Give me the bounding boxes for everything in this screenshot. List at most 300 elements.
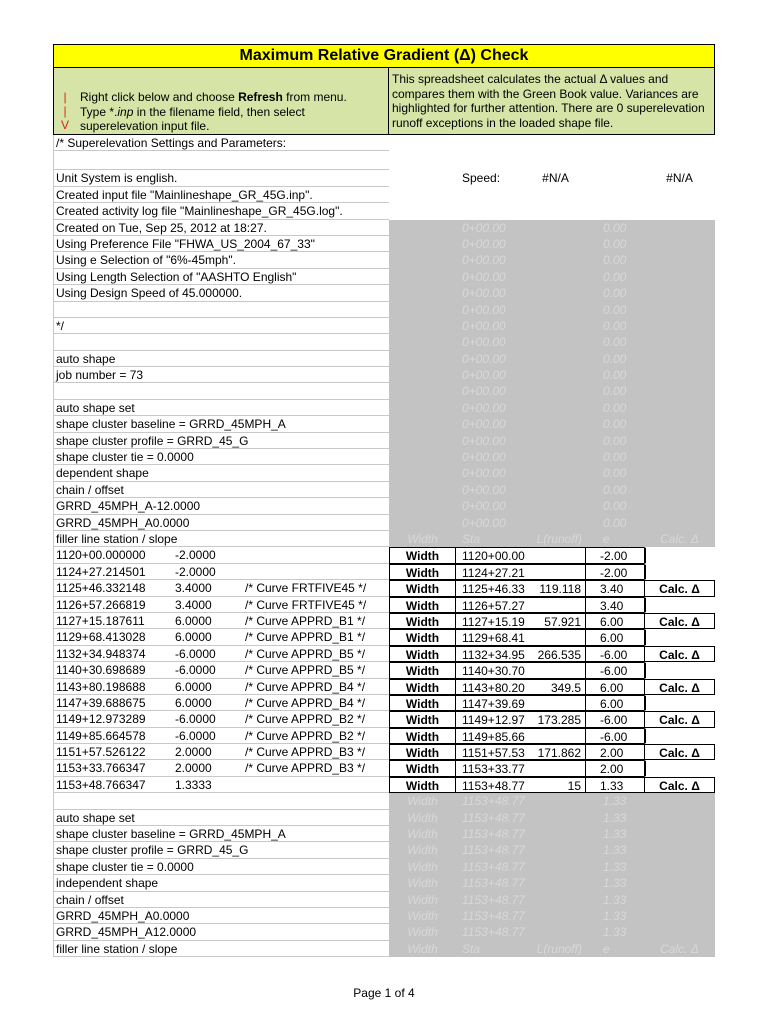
ghost-e: 0.00 <box>586 449 644 465</box>
width-label: Width <box>389 679 456 695</box>
page-footer: Page 1 of 4 <box>353 986 415 1000</box>
sheet-row <box>53 383 715 399</box>
ghost-e: 0.00 <box>586 334 644 350</box>
width-label: Width <box>389 547 456 563</box>
ghost-header: Calc. Δ <box>644 941 715 957</box>
superelevation-cell: -6.00 <box>586 711 644 727</box>
intro-section <box>53 68 715 135</box>
sheet-row <box>53 597 715 613</box>
sheet-row <box>53 547 715 563</box>
empty-cell <box>456 203 529 219</box>
empty-cell <box>529 269 586 285</box>
ghost-width: Width <box>389 924 456 940</box>
down-arrow-icon <box>60 90 70 132</box>
empty-cell <box>389 269 456 285</box>
empty-cell <box>529 302 586 318</box>
info-line: job number = 73 <box>53 367 389 383</box>
empty-cell <box>389 252 456 268</box>
sheet-row <box>53 613 715 629</box>
info-line: */ <box>53 318 389 334</box>
sheet-row <box>53 135 715 151</box>
ghost-station: 0+00.00 <box>456 400 529 416</box>
empty-cell <box>586 187 644 203</box>
empty-cell <box>644 269 715 285</box>
superelevation-cell: 1.33 <box>586 777 644 793</box>
empty-cell <box>529 383 586 399</box>
empty-cell <box>529 826 586 842</box>
station-value: 1153+48.766347 <box>56 777 146 792</box>
sheet-row <box>53 236 715 252</box>
empty-cell <box>529 367 586 383</box>
sheet-row <box>53 777 715 793</box>
ghost-e: 0.00 <box>586 465 644 481</box>
info-line: dependent shape <box>53 465 389 481</box>
superelevation-cell: 6.00 <box>586 695 644 711</box>
ghost-station: 0+00.00 <box>456 383 529 399</box>
ghost-width: Width <box>389 941 456 957</box>
runoff-length-cell <box>529 547 586 563</box>
info-line: filler line station / slope <box>53 531 389 547</box>
sheet-row <box>53 531 715 547</box>
ghost-e: 0.00 <box>586 318 644 334</box>
empty-cell <box>644 842 715 858</box>
info-line: filler line station / slope <box>53 941 389 957</box>
ghost-header: Width <box>389 531 456 547</box>
calc-delta-cell <box>644 547 715 563</box>
station-slope-cell <box>53 728 389 744</box>
empty-cell <box>389 400 456 416</box>
ghost-e: 1.33 <box>586 810 644 826</box>
empty-cell <box>389 187 456 203</box>
info-line: shape cluster tie = 0.0000 <box>53 449 389 465</box>
instruction-text: from menu. <box>282 90 347 104</box>
width-label: Width <box>389 760 456 776</box>
calc-delta-cell <box>644 728 715 744</box>
empty-cell <box>644 826 715 842</box>
station-cell: 1153+33.77 <box>456 760 529 776</box>
empty-cell <box>644 449 715 465</box>
info-line: Unit System is english. <box>53 170 389 186</box>
ghost-station: 0+00.00 <box>456 433 529 449</box>
instruction-line <box>80 90 347 105</box>
station-slope-cell <box>53 547 389 563</box>
empty-cell <box>644 515 715 531</box>
empty-cell <box>389 220 456 236</box>
runoff-length-cell <box>529 760 586 776</box>
ghost-station: 1153+48.77 <box>456 924 529 940</box>
sheet-row <box>53 400 715 416</box>
empty-cell <box>529 924 586 940</box>
sheet-row <box>53 334 715 350</box>
empty-cell <box>644 908 715 924</box>
empty-cell <box>644 383 715 399</box>
sheet-row <box>53 170 715 186</box>
ghost-e: 0.00 <box>586 515 644 531</box>
empty-cell <box>586 135 644 151</box>
ghost-e: 1.33 <box>586 826 644 842</box>
empty-cell <box>456 135 529 151</box>
runoff-length-cell: 57.921 <box>529 613 586 629</box>
ghost-e: 1.33 <box>586 842 644 858</box>
empty-cell <box>389 433 456 449</box>
ghost-e: 0.00 <box>586 383 644 399</box>
instructions-panel <box>53 68 389 135</box>
slope-value: -2.0000 <box>175 548 216 563</box>
ghost-e: 0.00 <box>586 351 644 367</box>
sheet-row <box>53 515 715 531</box>
ghost-station: 0+00.00 <box>456 449 529 465</box>
empty-cell <box>586 170 644 186</box>
sheet-row <box>53 564 715 580</box>
ghost-width: Width <box>389 793 456 809</box>
empty-cell <box>389 465 456 481</box>
station-value: 1129+68.413028 <box>56 630 146 645</box>
sheet-row <box>53 416 715 432</box>
station-cell: 1140+30.70 <box>456 662 529 678</box>
empty-cell <box>529 465 586 481</box>
empty-cell <box>529 416 586 432</box>
ghost-width: Width <box>389 810 456 826</box>
calc-delta-cell <box>644 629 715 645</box>
sheet-row <box>53 629 715 645</box>
instruction-line <box>80 105 347 120</box>
runoff-length-cell: 173.285 <box>529 711 586 727</box>
station-value: 1149+85.664578 <box>56 728 146 743</box>
empty-cell <box>389 498 456 514</box>
empty-cell <box>644 810 715 826</box>
info-line: GRRD_45MPH_A-12.0000 <box>53 498 389 514</box>
sheet-row <box>53 220 715 236</box>
empty-cell <box>644 351 715 367</box>
empty-cell <box>644 465 715 481</box>
empty-cell <box>644 236 715 252</box>
info-line: shape cluster baseline = GRRD_45MPH_A <box>53 416 389 432</box>
sheet-title: Maximum Relative Gradient (Δ) Check <box>53 44 715 68</box>
ghost-e: 0.00 <box>586 302 644 318</box>
sheet-row <box>53 711 715 727</box>
settings-header: /* Superelevation Settings and Parameters: <box>53 135 389 151</box>
station-slope-cell <box>53 777 389 793</box>
info-line: Created activity log file "Mainlineshape_GR_45G.log". <box>53 203 389 219</box>
ghost-e: 1.33 <box>586 875 644 891</box>
empty-cell <box>644 875 715 891</box>
spreadsheet-page <box>53 44 715 957</box>
sheet-row <box>53 367 715 383</box>
sheet-row <box>53 842 715 858</box>
ghost-station: 0+00.00 <box>456 367 529 383</box>
ghost-e: 1.33 <box>586 859 644 875</box>
ghost-header: Sta <box>456 531 529 547</box>
superelevation-cell: 3.40 <box>586 597 644 613</box>
width-label: Width <box>389 777 456 793</box>
curve-comment: /* Curve APPRD_B2 */ <box>245 712 366 727</box>
ghost-station: 0+00.00 <box>456 220 529 236</box>
width-label: Width <box>389 597 456 613</box>
ghost-e: 0.00 <box>586 220 644 236</box>
calc-delta-cell: Calc. Δ <box>644 777 715 793</box>
empty-cell <box>644 187 715 203</box>
sheet-row <box>53 252 715 268</box>
calc-delta-cell <box>644 597 715 613</box>
width-label: Width <box>389 564 456 580</box>
station-cell: 1129+68.41 <box>456 629 529 645</box>
empty-cell <box>389 351 456 367</box>
sheet-row <box>53 728 715 744</box>
info-line <box>53 383 389 399</box>
slope-value: -6.0000 <box>175 728 216 743</box>
station-slope-cell <box>53 613 389 629</box>
instruction-bold: Refresh <box>238 90 283 104</box>
calc-delta-cell: Calc. Δ <box>644 744 715 760</box>
slope-value: -6.0000 <box>175 646 216 661</box>
ghost-e: 0.00 <box>586 400 644 416</box>
info-line: Created input file "Mainlineshape_GR_45G.inp". <box>53 187 389 203</box>
sheet-row <box>53 924 715 940</box>
slope-value: 6.0000 <box>175 679 212 694</box>
empty-cell <box>529 252 586 268</box>
sheet-row <box>53 482 715 498</box>
empty-cell <box>529 135 586 151</box>
curve-comment: /* Curve APPRD_B5 */ <box>245 663 366 678</box>
ghost-station: 0+00.00 <box>456 302 529 318</box>
runoff-length-cell: 266.535 <box>529 646 586 662</box>
ghost-station: Sta <box>456 941 529 957</box>
slope-value: 6.0000 <box>175 630 212 645</box>
instruction-text: in the filename field, then select <box>133 104 305 119</box>
ghost-e: 0.00 <box>586 367 644 383</box>
ghost-e: 0.00 <box>586 433 644 449</box>
empty-cell <box>529 908 586 924</box>
empty-cell <box>529 892 586 908</box>
empty-cell <box>644 285 715 301</box>
ghost-e: 0.00 <box>586 236 644 252</box>
empty-cell <box>389 416 456 432</box>
ghost-station: 1153+48.77 <box>456 810 529 826</box>
station-cell: 1149+85.66 <box>456 728 529 744</box>
ghost-width: Width <box>389 842 456 858</box>
empty-cell <box>389 285 456 301</box>
info-line: shape cluster baseline = GRRD_45MPH_A <box>53 826 389 842</box>
empty-cell <box>644 367 715 383</box>
empty-cell <box>644 924 715 940</box>
sheet-row <box>53 826 715 842</box>
station-slope-cell <box>53 711 389 727</box>
slope-value: -2.0000 <box>175 564 216 579</box>
empty-cell <box>389 203 456 219</box>
runoff-length-cell: 171.862 <box>529 744 586 760</box>
empty-cell <box>529 236 586 252</box>
empty-cell <box>644 220 715 236</box>
empty-cell <box>389 170 456 186</box>
curve-comment: /* Curve APPRD_B4 */ <box>245 679 366 694</box>
ghost-station: 0+00.00 <box>456 416 529 432</box>
curve-comment: /* Curve APPRD_B1 */ <box>245 630 366 645</box>
empty-cell <box>529 351 586 367</box>
empty-cell <box>644 498 715 514</box>
station-value: 1132+34.948374 <box>56 646 146 661</box>
info-line: independent shape <box>53 875 389 891</box>
station-slope-cell <box>53 564 389 580</box>
ghost-station: 0+00.00 <box>456 236 529 252</box>
empty-cell <box>529 810 586 826</box>
curve-comment: /* Curve APPRD_B3 */ <box>245 745 366 760</box>
slope-value: -6.0000 <box>175 663 216 678</box>
empty-cell <box>644 400 715 416</box>
ghost-station: 1153+48.77 <box>456 826 529 842</box>
calc-delta-cell: Calc. Δ <box>644 646 715 662</box>
ghost-station: 1153+48.77 <box>456 892 529 908</box>
info-line: GRRD_45MPH_A12.0000 <box>53 924 389 940</box>
station-cell: 1151+57.53 <box>456 744 529 760</box>
speed-value: #N/A <box>666 171 693 186</box>
sheet-row <box>53 662 715 678</box>
calc-delta-cell: Calc. Δ <box>644 679 715 695</box>
info-line: Using Length Selection of "AASHTO English" <box>53 269 389 285</box>
ghost-e: 1.33 <box>586 908 644 924</box>
station-cell: 1125+46.33 <box>456 580 529 596</box>
info-line: shape cluster profile = GRRD_45_G <box>53 433 389 449</box>
info-line: Using e Selection of "6%-45mph". <box>53 252 389 268</box>
station-slope-cell <box>53 695 389 711</box>
sheet-row <box>53 285 715 301</box>
ghost-station: 1153+48.77 <box>456 842 529 858</box>
station-value: 1125+46.332148 <box>56 581 146 596</box>
slope-value: 6.0000 <box>175 613 212 628</box>
empty-cell <box>389 302 456 318</box>
empty-cell <box>529 151 586 170</box>
ghost-header: e <box>586 531 644 547</box>
superelevation-cell: -6.00 <box>586 728 644 744</box>
ghost-width: Width <box>389 892 456 908</box>
width-label: Width <box>389 646 456 662</box>
runoff-length-cell: 15 <box>529 777 586 793</box>
sheet-row <box>53 187 715 203</box>
ghost-station: 0+00.00 <box>456 334 529 350</box>
info-line: shape cluster profile = GRRD_45_G <box>53 842 389 858</box>
ghost-e: 1.33 <box>586 892 644 908</box>
empty-cell <box>644 482 715 498</box>
sheet-row <box>53 449 715 465</box>
superelevation-cell: 2.00 <box>586 744 644 760</box>
info-line: auto shape <box>53 351 389 367</box>
runoff-length-cell <box>529 597 586 613</box>
width-label: Width <box>389 580 456 596</box>
ghost-e: 0.00 <box>586 498 644 514</box>
empty-cell <box>529 334 586 350</box>
sheet-row <box>53 433 715 449</box>
empty-cell <box>644 252 715 268</box>
calc-delta-cell <box>644 695 715 711</box>
slope-value: 2.0000 <box>175 761 212 776</box>
station-slope-cell <box>53 646 389 662</box>
arrow-part: V <box>60 118 69 132</box>
sheet-row <box>53 695 715 711</box>
sheet-row <box>53 318 715 334</box>
station-cell: 1143+80.20 <box>456 679 529 695</box>
sheet-row <box>53 151 715 170</box>
ghost-header: Calc. Δ <box>644 531 715 547</box>
runoff-length-cell <box>529 564 586 580</box>
ghost-station: 0+00.00 <box>456 285 529 301</box>
empty-cell <box>644 433 715 449</box>
empty-cell <box>529 400 586 416</box>
info-line <box>53 334 389 350</box>
calc-delta-cell: Calc. Δ <box>644 613 715 629</box>
empty-cell <box>529 859 586 875</box>
empty-cell <box>529 203 586 219</box>
instruction-italic: inp <box>117 104 134 119</box>
width-label: Width <box>389 613 456 629</box>
station-slope-cell <box>53 760 389 776</box>
calc-delta-cell <box>644 662 715 678</box>
ghost-header: L(runoff) <box>529 941 586 957</box>
curve-comment: /* Curve APPRD_B4 */ <box>245 695 366 710</box>
ghost-station: 1153+48.77 <box>456 859 529 875</box>
ghost-e: 0.00 <box>586 269 644 285</box>
empty-cell <box>586 151 644 170</box>
runoff-length-cell <box>529 695 586 711</box>
station-value: 1151+57.526122 <box>56 745 146 760</box>
ghost-width: Width <box>389 826 456 842</box>
sheet-row <box>53 793 715 809</box>
superelevation-cell: 6.00 <box>586 613 644 629</box>
station-slope-cell <box>53 580 389 596</box>
width-label: Width <box>389 695 456 711</box>
superelevation-cell: 2.00 <box>586 760 644 776</box>
slope-value: 6.0000 <box>175 695 212 710</box>
empty-cell <box>529 498 586 514</box>
empty-cell <box>529 220 586 236</box>
station-slope-cell <box>53 679 389 695</box>
width-label: Width <box>389 711 456 727</box>
sheet-row <box>53 679 715 695</box>
slope-value: 2.0000 <box>175 745 212 760</box>
ghost-width: Width <box>389 908 456 924</box>
empty-cell <box>644 416 715 432</box>
curve-comment: /* Curve FRTFIVE45 */ <box>245 597 367 612</box>
empty-cell <box>529 515 586 531</box>
curve-comment: /* Curve APPRD_B1 */ <box>245 613 366 628</box>
ghost-station: 1153+48.77 <box>456 875 529 891</box>
superelevation-cell: 6.00 <box>586 679 644 695</box>
empty-cell <box>389 151 456 170</box>
empty-cell <box>389 236 456 252</box>
ghost-station: 1153+48.77 <box>456 793 529 809</box>
sheet-row <box>53 351 715 367</box>
sheet-row <box>53 302 715 318</box>
width-label: Width <box>389 629 456 645</box>
sheet-row <box>53 744 715 760</box>
superelevation-cell: -2.00 <box>586 564 644 580</box>
superelevation-cell: 3.40 <box>586 580 644 596</box>
info-line: Using Design Speed of 45.000000. <box>53 285 389 301</box>
ghost-station: 0+00.00 <box>456 318 529 334</box>
sheet-row <box>53 646 715 662</box>
ghost-station: 0+00.00 <box>456 465 529 481</box>
ghost-e: 0.00 <box>586 416 644 432</box>
sheet-row <box>53 941 715 957</box>
curve-comment: /* Curve APPRD_B3 */ <box>245 761 366 776</box>
station-cell: 1147+39.69 <box>456 695 529 711</box>
runoff-length-cell <box>529 662 586 678</box>
sheet-row <box>53 580 715 596</box>
ghost-width: Width <box>389 859 456 875</box>
empty-cell <box>389 482 456 498</box>
calc-delta-cell: Calc. Δ <box>644 580 715 596</box>
empty-cell <box>529 793 586 809</box>
sheet-row <box>53 892 715 908</box>
info-line: GRRD_45MPH_A0.0000 <box>53 908 389 924</box>
